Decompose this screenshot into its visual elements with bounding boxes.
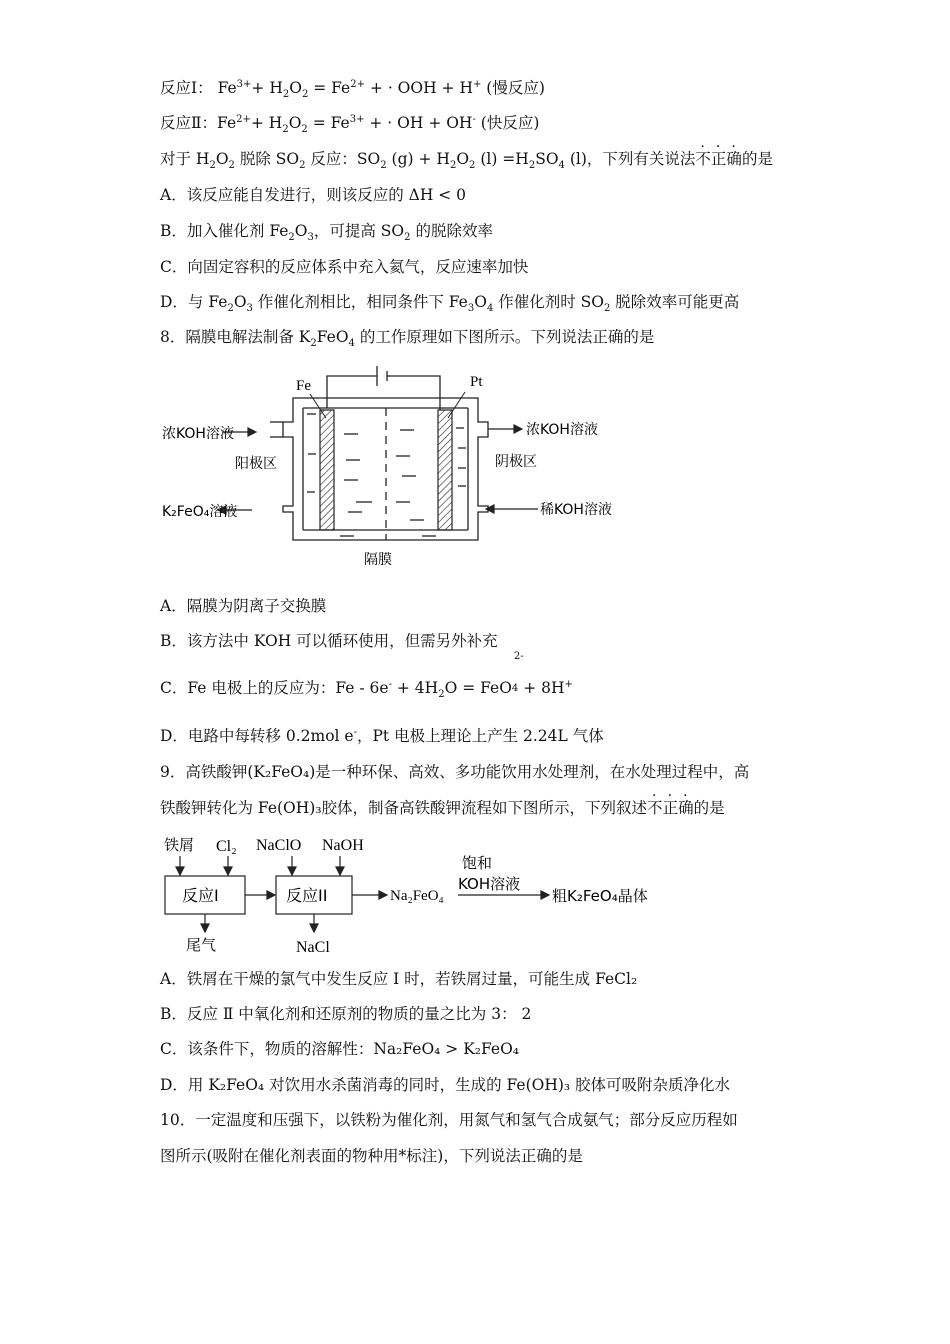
- q8-option-a: A．隔膜为阴离子交换膜: [160, 597, 327, 615]
- q9-option-c: C．该条件下，物质的溶解性：Na₂FeO₄ > K₂FeO₄: [160, 1040, 520, 1058]
- q8-option-d: D．电路中每转移 0.2mol e-，Pt 电极上理论上产生 2.24L 气体: [160, 726, 604, 745]
- q8-option-c: C．Fe 电极上的反应为：$Fe - 6e^- + 4H_2O$ = FeO 2- $_4$ + 8H+: [160, 651, 573, 701]
- q9-option-d: D．用 K₂FeO₄ 对饮用水杀菌消毒的同时，生成的 Fe(OH)₃ 胶体可吸附杂质净化水: [160, 1076, 731, 1094]
- in-left-label: 浓KOH溶液: [162, 426, 234, 442]
- condition-koh: KOH溶液: [458, 875, 521, 893]
- final-product: 粗K₂FeO₄晶体: [552, 887, 648, 905]
- q7-option-c: C．向固定容积的反应体系中充入氦气，反应速率加快: [160, 258, 529, 276]
- q7-option-b: B．加入催化剂 $Fe_2O_3$，可提高 $SO_2$ 的脱除效率: [160, 222, 493, 244]
- reaction-2: 反应Ⅱ：$Fe^{2+}+ H_2O_2 = Fe^{3+}$ + · OH + OH- (快反应): [160, 113, 540, 136]
- input-cl2: Cl₂: [216, 838, 237, 855]
- q8-option-b: B．该方法中 KOH 可以循环使用，但需另外补充: [160, 632, 498, 650]
- in-right-label: 稀KOH溶液: [540, 502, 612, 518]
- electrolysis-diagram: [160, 362, 640, 574]
- q7-stem: 对于 $H_2O_2$ 脱除 $SO_2$ 反应：$SO_2$ $(g) + H_2O_2$ $(l) =H_2SO_4$ (l)，下列有关说法不正确的是: [160, 150, 773, 172]
- pt-electrode: [438, 410, 452, 530]
- out-left-label: K₂FeO₄溶液: [162, 504, 238, 520]
- output-tail-gas: 尾气: [186, 936, 217, 954]
- cathode-label: 阴极区: [495, 454, 537, 470]
- reaction-1: 反应Ⅰ： $Fe^{3+}+ H_2O_2 = Fe^{2+}$ + · OOH + H+ (慢反应): [160, 78, 545, 101]
- fe-label: Fe: [296, 378, 311, 394]
- anode-label: 阳极区: [235, 456, 277, 472]
- box1-label: 反应I: [182, 886, 219, 905]
- q9-option-b: B．反应 Ⅱ 中氧化剂和还原剂的物质的量之比为 3： 2: [160, 1005, 532, 1023]
- q10-stem-line2: 图所示(吸附在催化剂表面的物种用*标注)，下列说法正确的是: [160, 1147, 583, 1165]
- q8-stem: 8．隔膜电解法制备 $K_2FeO_4$ 的工作原理如下图所示。下列说法正确的是: [160, 328, 655, 350]
- input-naoh: NaOH: [322, 837, 364, 854]
- q7-option-d: D．与 $Fe_2O_3$ 作催化剂相比，相同条件下 $Fe_3O_4$ 作催化剂时 $SO_2$ 脱除效率可能更高: [160, 293, 740, 315]
- wire-right: [387, 376, 440, 410]
- q9-stem-line2: 铁酸钾转化为 Fe(OH)₃胶体，制备高铁酸钾流程如下图所示，下列叙述不正确的是: [160, 799, 725, 817]
- input-naclo: NaClO: [256, 837, 302, 854]
- product-na2feo4: Na₂FeO₄: [390, 888, 444, 904]
- input-iron: 铁屑: [164, 836, 195, 854]
- condition-saturated: 饱和: [462, 854, 493, 872]
- pt-label: Pt: [470, 374, 483, 390]
- fe-electrode: [320, 410, 334, 530]
- q7-option-a: A．该反应能自发进行，则该反应的 ΔH < 0: [160, 186, 467, 204]
- membrane-label: 隔膜: [364, 552, 392, 568]
- q9-option-a: A．铁屑在干燥的氯气中发生反应 Ⅰ 时，若铁屑过量，可能生成 FeCl₂: [160, 970, 638, 988]
- out-right-label: 浓KOH溶液: [526, 422, 598, 438]
- q10-stem-line1: 10．一定温度和压强下，以铁粉为催化剂，用氮气和氢气合成氨气；部分反应历程如: [160, 1111, 738, 1129]
- output-nacl: NaCl: [296, 939, 330, 956]
- flow-diagram: [160, 832, 680, 962]
- q9-stem-line1: 9．高铁酸钾(K₂FeO₄)是一种环保、高效、多功能饮用水处理剂，在水处理过程中，高: [160, 763, 750, 781]
- wire-left: [327, 376, 377, 408]
- box2-label: 反应II: [286, 886, 328, 905]
